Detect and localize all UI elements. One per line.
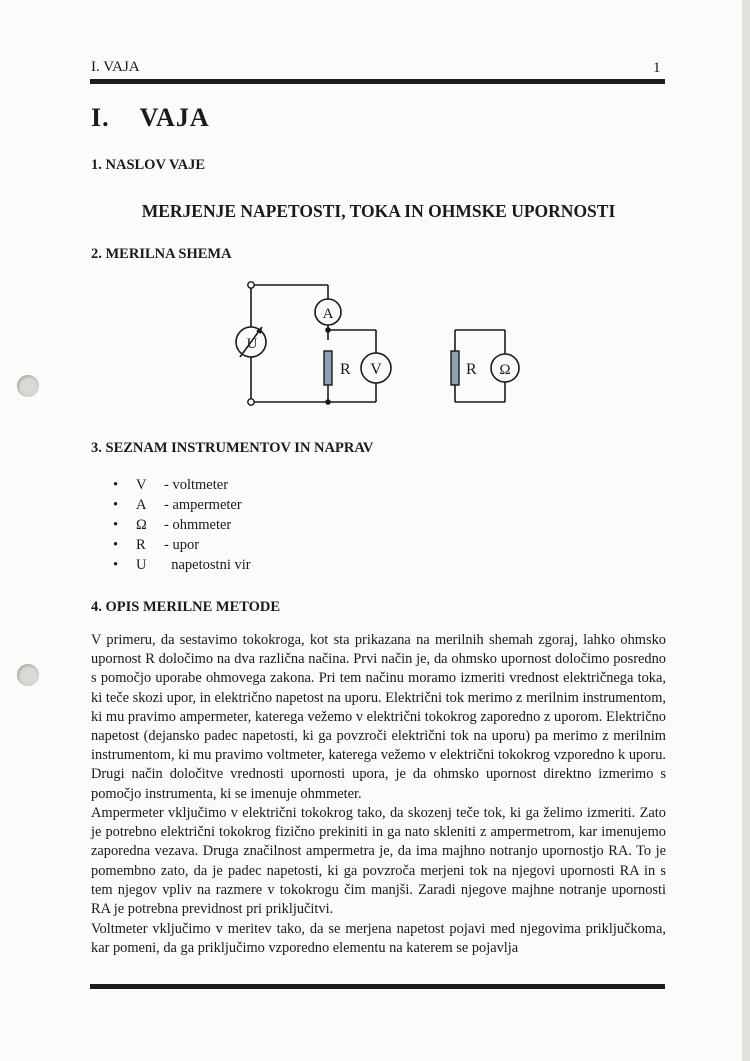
instrument-list (113, 475, 251, 575)
resistor-label: R (340, 361, 351, 378)
bullet: • (113, 537, 119, 553)
running-header: I. VAJA (91, 59, 140, 75)
chapter-title: VAJA (139, 103, 210, 132)
section-heading-4: 4. OPIS MERILNE METODE (91, 599, 281, 615)
instrument-symbol: A (136, 497, 147, 513)
instrument-symbol: V (136, 477, 147, 493)
list-item (113, 475, 251, 495)
list-item (113, 535, 251, 555)
list-item (113, 515, 251, 535)
page-number: 1 (653, 60, 661, 76)
instrument-symbol: R (136, 537, 146, 553)
bullet: • (113, 557, 119, 573)
instrument-desc: napetostni vir (164, 557, 251, 573)
section-heading-2: 2. MERILNA SHEMA (91, 246, 232, 262)
exercise-title: MERJENJE NAPETOSTI, TOKA IN OHMSKE UPORNOSTI (141, 201, 616, 221)
resistor-label-2: R (466, 361, 477, 378)
instrument-desc: - ohmmeter (164, 517, 232, 533)
instrument-symbol: Ω (136, 517, 147, 533)
list-item (113, 555, 251, 575)
section-heading-3: 3. SEZNAM INSTRUMENTOV IN NAPRAV (91, 440, 374, 456)
paragraph-method-2: Ampermeter vključimo v električni tokokrog tako, da skozenj teče tok, ki ga želimo izmeriti. Zato je potrebno električni tokokrog fizično prekiniti in ga nato skleniti z ampermetrom, kar imenujemo zaporedna vezava. Druga značilnost ampermetra je, da ima majhno notranjo upornostjo RA. To je pomembno zato, da je padec napetosti, ki ga povzroča merjeni tok na njegovi upornosti RA in s tem njegov vpliv na razmere v tokokrogu čim manjši. Zaradi njegove majhne notranje upornosti RA je potrebna previdnost pri priključitvi. (91, 805, 666, 918)
bullet: • (113, 477, 119, 493)
instrument-desc: - ampermeter (164, 497, 242, 513)
resistor-symbol (324, 351, 332, 385)
instrument-symbol: U (136, 557, 147, 573)
section-heading-1: 1. NASLOV VAJE (91, 157, 206, 173)
instrument-desc: - voltmeter (164, 477, 229, 493)
resistor-symbol-2 (451, 351, 459, 385)
paragraph-method-1: V primeru, da sestavimo tokokroga, kot sta prikazana na merilnih shemah zgoraj, lahko ohmsko upornost R določimo na dva različna načina. Prvi način je, da ohmsko upornost določimo posredno s pomočjo uporabe ohmovega zakona. Pri tem načinu moramo izmeriti vrednost električnega toka, ki teče skozi upor, in električno napetost na uporu. Električni tok merimo z merilnim instrumentom, ki mu pravimo ampermeter, katerega vežemo v električni tokokrog zaporedno z uporom. Električno napetost (dejansko padec napetosti, ki ga povzroči električni tok na uporu) pa merimo z merilnim instrumentom, ki mu pravimo voltmeter, katerega vežemo v električni tokokrog vzporedno k uporu. Drugi način določitve vrednosti upornosti upora, je da ohmsko upornost direktno izmerimo s pomočjo instrumenta, ki se imenuje ohmmeter. (91, 632, 666, 802)
source-label: U (246, 336, 258, 352)
bullet: • (113, 497, 119, 513)
ammeter-label: A (322, 306, 334, 322)
footer-rule (90, 984, 665, 989)
instrument-desc: - upor (164, 537, 200, 553)
list-item (113, 495, 251, 515)
voltmeter-label: V (370, 361, 382, 378)
ohmmeter-label: Ω (499, 362, 511, 378)
bullet: • (113, 517, 119, 533)
paragraph-method-3: Voltmeter vključimo v meritev tako, da se merjena napetost pojavi med njegovima priključkoma, kar pomeni, da ga priključimo vzporedno elementu na katerem se pojavlja (91, 921, 666, 957)
chapter-number: I. (91, 103, 110, 132)
